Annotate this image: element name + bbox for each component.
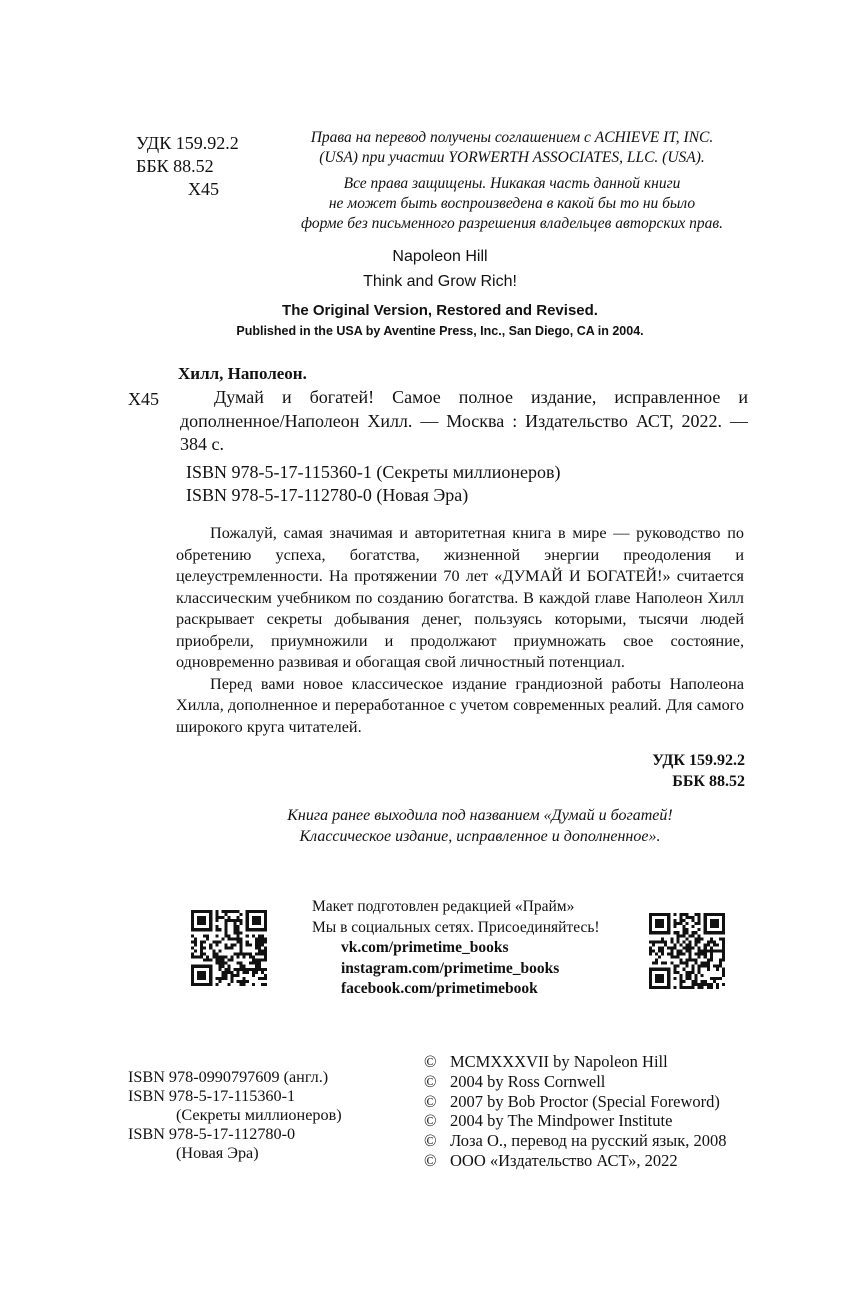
- annotation-bbk: ББК 88.52: [672, 773, 745, 790]
- isbn-note: (Новая Эра): [176, 1144, 259, 1162]
- copyright-icon: ©: [424, 1150, 437, 1170]
- qr-code-icon[interactable]: [649, 913, 725, 989]
- copyright-icon: ©: [424, 1131, 437, 1151]
- catalog-isbn: ISBN 978-5-17-112780-0 (Новая Эра): [186, 485, 469, 505]
- copyright-list: [424, 1052, 726, 1171]
- rights-line: (USA) при участии YORWERTH ASSOCIATES, LLC. (USA).: [319, 149, 705, 166]
- copyright-item: © ООО «Издательство АСТ», 2022: [424, 1150, 678, 1170]
- copyright-icon: ©: [424, 1052, 437, 1071]
- instagram-link[interactable]: instagram.com/primetime_books: [341, 959, 560, 977]
- previous-edition-line: Классическое издание, исправленное и дополненное».: [299, 828, 661, 845]
- rights-line: Все права защищены. Никакая часть данной книги: [343, 175, 681, 192]
- copyright-item: © MCMXXXVII by Napoleon Hill: [424, 1052, 668, 1071]
- rights-line: форме без письменного разрешения владельцев авторских прав.: [301, 215, 723, 232]
- catalog-code: Х45: [128, 389, 159, 409]
- copyright-icon: ©: [424, 1111, 437, 1131]
- annotation-paragraph: Пожалуй, самая значимая и авторитетная книга в мире — руководство по обретению успеха, богатства, жизненной энергии преодоления и целеустремленности. На протяжении 70 лет «ДУМАЙ И БОГАТЕЙ!» считается классическим учебником по созданию богатства. В каждой главе Наполеон Хилл раскрывает секреты добывания денег, пользуясь которыми, тысячи людей приобрели, приумножили и продолжают приумножать свое состояние, одновременно развивая и обогащая свой личностный потенциал.: [176, 524, 744, 671]
- original-author: Napoleon Hill: [392, 248, 488, 265]
- original-title: Think and Grow Rich!: [363, 273, 517, 290]
- copyright-item: © 2004 by Ross Cornwell: [424, 1071, 606, 1091]
- catalog-isbn: ISBN 978-5-17-115360-1 (Секреты миллионеров): [186, 462, 561, 482]
- social-join: Мы в социальных сетях. Присоединяйтесь!: [312, 918, 600, 936]
- prepared-by: Макет подготовлен редакцией «Прайм»: [312, 898, 575, 915]
- bbk-code: ББК 88.52: [136, 156, 214, 176]
- isbn-list: [128, 1068, 342, 1163]
- annotation-udk: УДК 159.92.2: [652, 752, 745, 769]
- copyright-item: © 2007 by Bob Proctor (Special Foreword): [424, 1091, 720, 1111]
- previous-edition-line: Книга ранее выходила под названием «Думай и богатей!: [287, 807, 673, 824]
- isbn-item: ISBN 978-5-17-112780-0: [128, 1125, 296, 1143]
- classification-codes: [136, 132, 239, 201]
- catalog-author: Хилл, Наполеон.: [178, 364, 307, 383]
- copyright-icon: ©: [424, 1091, 437, 1111]
- author-mark: Х45: [188, 179, 219, 199]
- original-edition: [150, 245, 730, 340]
- copyright-item: © 2004 by The Mindpower Institute: [424, 1111, 673, 1131]
- social-block: [312, 897, 600, 1000]
- facebook-link[interactable]: facebook.com/primetimebook: [341, 980, 538, 997]
- isbn-item: ISBN 978-5-17-115360-1: [128, 1087, 296, 1105]
- original-publisher: Published in the USA by Aventine Press, Inc., San Diego, CA in 2004.: [236, 324, 644, 338]
- isbn-note: (Секреты миллионеров): [176, 1106, 342, 1124]
- qr-code-icon[interactable]: [191, 910, 267, 986]
- catalog-description: Думай и богатей! Самое полное издание, исправленное и дополненное/Наполеон Хилл. — Москва : Издательство АСТ, 2022. — 384 с.: [180, 387, 748, 454]
- udk-code: УДК 159.92.2: [136, 133, 239, 153]
- copyright-icon: ©: [424, 1071, 437, 1091]
- previous-edition-note: [200, 805, 760, 847]
- annotation: [176, 523, 744, 738]
- annotation-classification: [560, 750, 745, 792]
- isbn-eng: ISBN 978-0990797609 (англ.): [128, 1068, 329, 1086]
- rights-line: не может быть воспроизведена в какой бы то ни было: [328, 195, 696, 212]
- vk-link[interactable]: vk.com/primetime_books: [341, 939, 509, 956]
- annotation-paragraph: Перед вами новое классическое издание грандиозной работы Наполеона Хилла, дополненное и переработанное с учетом современных реалий. Для самого широкого круга читателей.: [176, 674, 744, 736]
- original-subtitle: The Original Version, Restored and Revised.: [282, 302, 598, 319]
- rights-line: Права на перевод получены соглашением с ACHIEVE IT, INC.: [310, 129, 714, 146]
- rights-notice: [262, 128, 762, 234]
- copyright-item: © Лоза О., перевод на русский язык, 2008: [424, 1131, 727, 1151]
